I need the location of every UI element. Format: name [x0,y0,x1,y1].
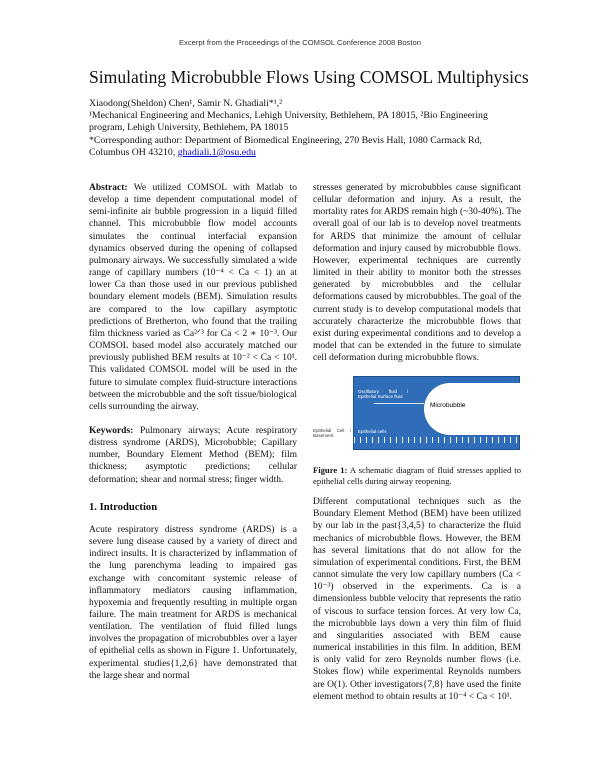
conference-header-note: Excerpt from the Proceedings of the COMSOL Conference 2008 Boston [178,38,421,47]
introduction-paragraph: Acute respiratory distress syndrome (ARDS) is a severe lung disease caused by a variety of direct and indirect insults. It is characterized by inflammation of the lung parenchyma leading to impaired gas exchange with concomitant systemic release of inflammatory mediators causing inflammation, hypoxemia and frequently resulting in multiple organ failure. The main treatment for ARDS is mechanical ventilation. The ventilation of fluid filled lungs involves the propagation of microbubbles over a layer of epithelial cells as shown in Figure 1. Unfortunately, experimental studies{1,2,6} have demonstrated that the large shear and normal [89,524,297,681]
abstract-label: Abstract: [89,183,128,193]
abstract [89,182,297,413]
epithelial-cell-wall [354,437,519,443]
figure-schematic [353,376,520,450]
right-paragraph-1: stresses generated by microbubbles cause significant cellular deformation and injury. As a result, the mortality rates for ARDS remain high (~30-40%). The overall goal of our lab is to develop novel treatments for ARDS that minimize the amount of cellular deformation and injury caused by microbubble flows. However, experimental techniques are currently limited in their ability to monitor both the stresses generated by microbubbles and the cellular deformations caused by microbubbles. The goal of the current study is to develop computational models that accurately characterize the microbubble flows that exist during experimental conditions and to develop a model that can be extended in the future to simulate cell deformation during microbubble flows. [313,183,521,364]
caption-label: Figure 1: [313,465,348,476]
right-column [313,182,521,703]
email-link[interactable]: ghadiali.1@osu.edu [177,146,256,158]
figure-1 [313,376,521,461]
keywords-text: Pulmonary airways; Acute respiratory distress syndrome (ARDS), Microbubble; Capillary number, Boundary Element Method (BEM); film thickness; asymptotic predictions; cellular deformation; shear and normal stress; finger width. [89,425,297,485]
corresponding-author [89,135,519,159]
fluid-label: Oscillatory fluid / Epithelial Surface fluid [358,389,408,400]
keywords-label: Keywords: [89,425,134,436]
paper-title: Simulating Microbubble Flows Using COMSOL Multiphysics [89,67,529,87]
caption-text: A schematic diagram of fluid stresses applied to epithelial cells during airway reopening. [313,465,521,486]
left-column [89,182,297,682]
corresponding-text: *Corresponding author: Department of Biomedical Engineering, 270 Bevis Hall, 1080 Carmack Rd, Columbus OH 43210, [89,134,482,158]
wall-label: Epithelial cells [358,429,387,435]
flow-arrow [374,403,424,404]
affiliation: ¹Mechanical Engineering and Mechanics, Lehigh University, Bethlehem, PA 18015, ²Bio Engineering program, Lehigh University, Bethlehem, PA 18015 [89,110,488,134]
microbubble-label: Microbubble [430,402,466,410]
abstract-text: We utilized COMSOL with Matlab to develop a time dependent computational model of semi-infinite air bubble progression in a liquid filled channel. This microbubble flow model accounts simulates the continual interfacial expansion dynamics observed during the opening of collapsed pulmonary airways. We successfully simulated a wide range of capillary numbers (10⁻⁴ < Ca < 1) an at lower Ca than those used in our previous published boundary element models (BEM). Simulation results are compared to the low capillary asymptotic predictions of Bretherton, who found that the trailing film thickness varied as Ca²ᐟ³ for Ca < 2 ∗ 10⁻³. Our COMSOL based model also accurately matched our previously published BEM results at 10⁻² < Ca < 10¹. This validated COMSOL model will be used in the future to simulate complex fluid-structure interactions between the microbubble and the soft tissue/biological cells surrounding the airway. [89,183,297,412]
section-heading-introduction: 1. Introduction [89,501,158,513]
right-paragraph-2: Different computational techniques such as the Boundary Element Method (BEM) have been utilized by our lab in the past{3,4,5} to characterize the fluid mechanics of microbubble flows. However, the BEM has several limitations that do not allow for the simulation of experimental conditions. First, the BEM cannot simulate the very low capillary numbers (Ca < 10⁻³) observed in the experiments. Ca is a dimensionless bubble velocity that represents the ratio of viscous to surface tension forces. At very low Ca, the microbubble lays down a very thin film of fluid and singularities associated with BEM cause numerical instabilities in this film. In addition, BEM is only valid for zero Reynolds number flows (i.e. Stokes flow) while experimental Reynolds numbers are O(1). Other investigators{7,8} have used the finite element method to obtain results at 10⁻⁴ < Ca < 10¹. [313,497,521,702]
figure-caption [313,465,521,486]
keywords [89,425,297,486]
figure-side-label: Epithelial Cell / Basement [313,428,351,439]
author-block [89,98,519,159]
authors: Xiaodong(Sheldon) Chen¹, Samir N. Ghadiali*¹,² [89,98,283,109]
